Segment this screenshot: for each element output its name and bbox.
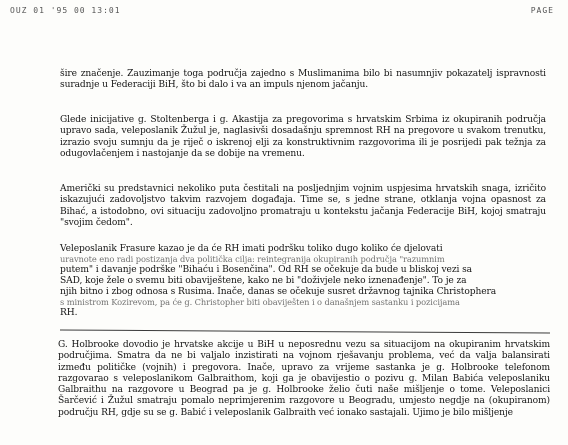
paragraph-frasure: [60, 244, 546, 319]
paragraph-american-congratulations: Američki su predstavnici nekoliko puta čestitali na posljednjim vojnim uspjesima hrvatskih snaga, izričito iskazujući zadovoljstvo takvim razvojem događaja. Time se, s jedne strane, otklanja vojna opasnost za Bihać, a istodobno, ovi situaciju zadovoljno promatraju u kontekstu jačanja Federacije BiH, kojoj smatraju "svojim čedom".: [60, 184, 546, 228]
frasure-line: Veleposlanik Frasure kazao je da će RH imati podršku toliko dugo koliko će djelovati: [60, 244, 443, 254]
paragraph-stoltenberg-initiative: Glede inicijative g. Stoltenberga i g. Akastija za pregovorima s hrvatskim Srbima iz okupiranih područja upravo sada, veleposlanik Žužul je, naglasivši dosadašnju spremnost RH na pregovore u svakom trenutku, izrazio svoju sumnju da je riječ o iskrenoj elji za konstruktivnim razgovorima ili je posrijedi pak težnja za odugovlačenjem i nastojanje da se dobije na vremenu.: [60, 115, 546, 159]
frasure-line: s ministrom Kozirevom, pa će g. Christopher biti obaviješten i o današnjem sastanku i pozicijama: [60, 298, 460, 308]
fax-header-date: OUZ 01 '95 00 13:01: [10, 6, 121, 15]
frasure-line: RH.: [60, 307, 78, 318]
paragraph-federation: šire značenje. Zauzimanje toga područja zajedno s Muslimanima bilo bi nasumnjiv pokazatelj ispravnosti suradnje u Federaciji BiH, što bi dalo i va an impuls njenom jačanju.: [60, 69, 546, 91]
frasure-line: njih bitno i zbog odnosa s Rusima. Inače, danas se očekuje susret državnog tajnika Christophera: [60, 287, 497, 298]
frasure-line: uravnote eno radi postizanja dva politička cilja: reintegranija okupiranih područja "razumnim: [60, 255, 445, 265]
paragraph-divider: [60, 330, 550, 334]
frasure-line: SAD, koje žele o svemu biti obaviještene, kako ne bi "doživjele neko iznenađenje". To je za: [60, 275, 467, 286]
frasure-line: putem" i davanje podrške "Bihaću i Bosenčina". Od RH se očekuje da bude u bliskoj vezi sa: [60, 264, 473, 275]
paragraph-holbrooke: G. Holbrooke dovodio je hrvatske akcije u BiH u neposrednu vezu sa situacijom na okupiranim hrvatskim područjima. Smatra da ne bi valjalo inzistirati na vojnom rješavanju problema, već da valja balansirati između političke (vojnih) i pregovora. Inače, upravo za vrijeme sastanka je g. Holbrooke telefonom razgovarao s veleposlanikom Galbraithom, koji ga je obavijestio o pozivu g. Milan Babića veleposlaniku Galbraithu na razgovore u Beograd pa je g. Holbrooke želio čuti naše mišljenje o tome. Veleposlanici Šarčević i Žužul smatraju pomalo neprimjerenim razgovore u Beogradu, umjesto negdje na (okupiranom) području RH, gdje su se g. Babić i veleposlanik Galbraith već ionako sastajali. Ujimo je bilo mišljenje: [58, 340, 550, 418]
fax-header-page: PAGE: [530, 6, 554, 15]
